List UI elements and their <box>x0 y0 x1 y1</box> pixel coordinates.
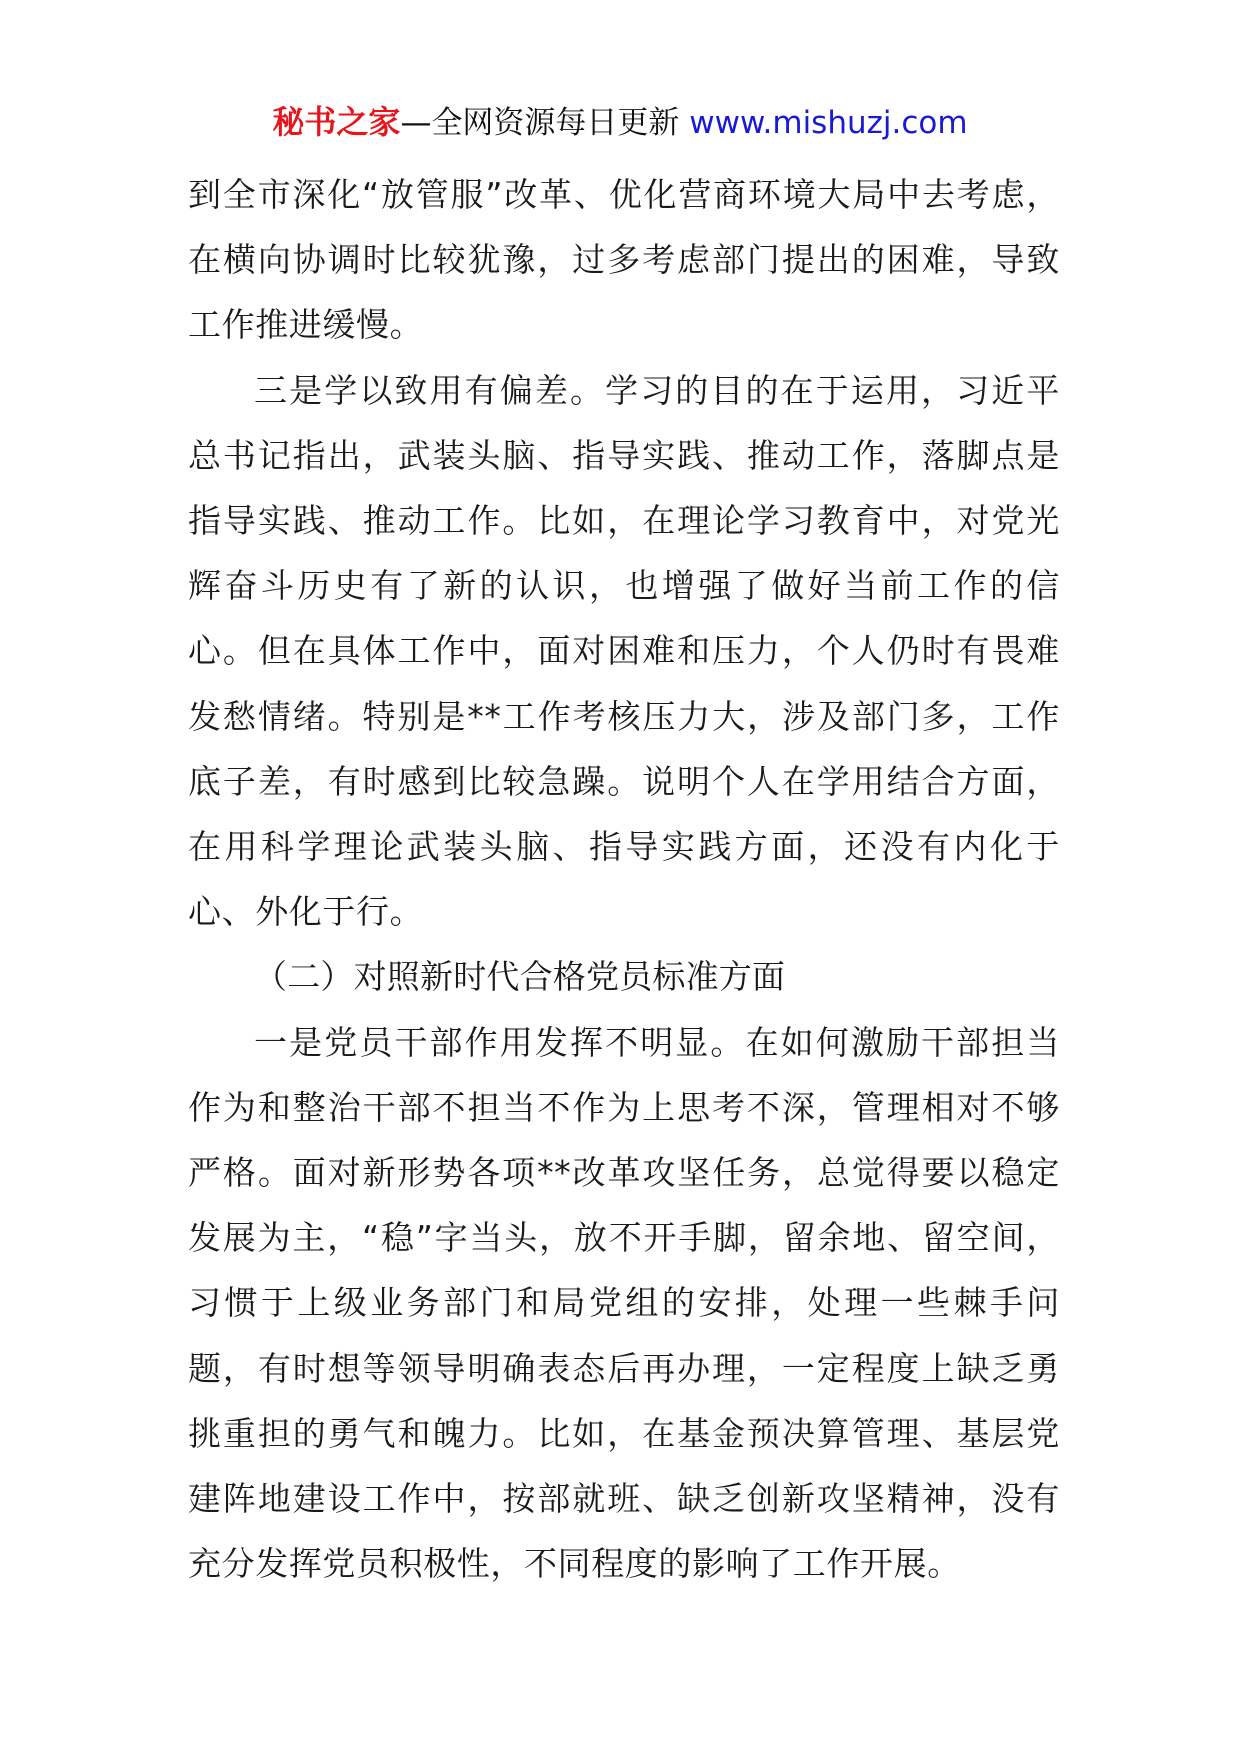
header-url[interactable]: www.mishuzj.com <box>689 105 968 141</box>
paragraph-continued: 到全市深化“放管服”改革、优化营商环境大局中去考虑，在横向协调时比较犹豫，过多考虑部门提出的困难，导致工作推进缓慢。 <box>188 175 1060 345</box>
paragraph-point-one: 一是党员干部作用发挥不明显。在如何激励干部担当作为和整治干部不担当不作为上思考不深，管理相对不够严格。面对新形势各项**改革攻坚任务，总觉得要以稳定发展为主，“稳”字当头，放不开手脚，留余地、留空间，习惯于上级业务部门和局党组的安排，处理一些棘手问题，有时想等领导明确表态后再办理，一定程度上缺乏勇挑重担的勇气和魄力。比如，在基金预决算管理、基层党建阵地建设工作中，按部就班、缺乏创新攻坚精神，没有充分发挥党员积极性，不同程度的影响了工作开展。 <box>188 1022 1060 1584</box>
document-body <box>188 162 1060 1596</box>
header-brand: 秘书之家 <box>272 103 401 141</box>
header-tagline: —全网资源每日更新 <box>400 105 680 141</box>
section-subheading: （二）对照新时代合格党员标准方面 <box>254 957 786 997</box>
paragraph-point-three: 三是学以致用有偏差。学习的目的在于运用，习近平总书记指出，武装头脑、指导实践、推动工作，落脚点是指导实践、推动工作。比如，在理论学习教育中，对党光辉奋斗历史有了新的认识，也增强了做好当前工作的信心。但在具体工作中，面对困难和压力，个人仍时有畏难发愁情绪。特别是**工作考核压力大，涉及部门多，工作底子差，有时感到比较急躁。说明个人在学用结合方面，在用科学理论武装头脑、指导实践方面，还没有内化于心、外化于行。 <box>188 370 1060 932</box>
page-header <box>0 100 1240 145</box>
